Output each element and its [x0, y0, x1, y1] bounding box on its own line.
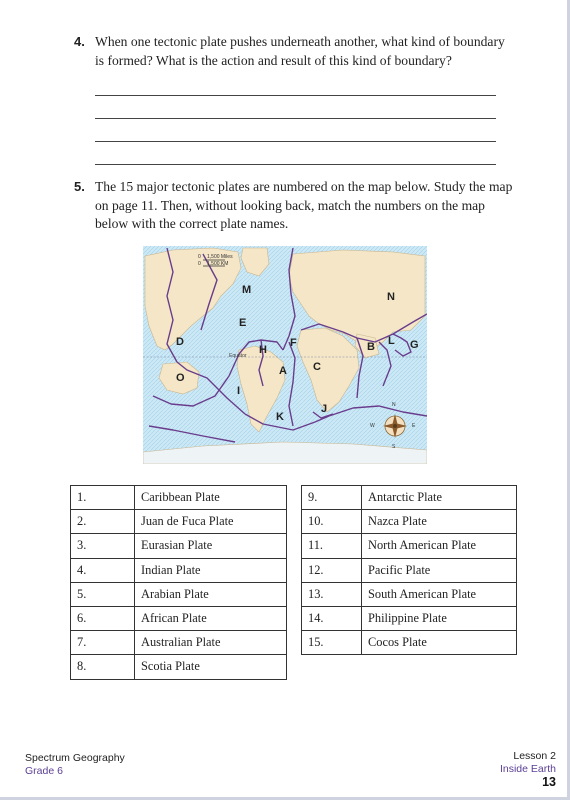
lesson-topic: Inside Earth — [499, 763, 556, 775]
table-row — [71, 558, 287, 582]
plate-name: Pacific Plate — [362, 558, 517, 582]
plate-names-table-right — [301, 485, 517, 655]
table-row — [302, 606, 517, 630]
map-label-n: N — [387, 291, 395, 303]
table-row — [71, 606, 287, 630]
map-label-g: G — [410, 339, 419, 351]
plate-names-table-left — [70, 485, 287, 680]
plate-number: 8. — [71, 655, 135, 679]
plate-number: 2. — [71, 510, 135, 534]
answer-line-4[interactable] — [95, 164, 496, 165]
scale-miles: 1,500 Miles — [207, 254, 233, 260]
plate-name: Antarctic Plate — [362, 486, 517, 510]
plate-name: Scotia Plate — [135, 655, 287, 679]
scale-zero: 0 — [198, 254, 201, 260]
plate-name: Indian Plate — [135, 558, 287, 582]
plate-number: 9. — [302, 486, 362, 510]
answer-line-3[interactable] — [95, 141, 496, 142]
map-label-b: B — [367, 341, 375, 353]
plate-number: 3. — [71, 534, 135, 558]
table-row — [302, 558, 517, 582]
question-4 — [74, 33, 514, 93]
equator-label: Equator — [229, 353, 247, 359]
table-row — [71, 582, 287, 606]
plate-number: 10. — [302, 510, 362, 534]
table-row — [302, 582, 517, 606]
scale-zero: 0 — [198, 261, 201, 267]
map-label-i: I — [237, 385, 241, 397]
map-label-k: K — [276, 411, 284, 423]
map-label-c: C — [313, 361, 321, 373]
scale-km: 1,500 KM — [207, 261, 229, 267]
plate-number: 7. — [71, 631, 135, 655]
question-number: 4. — [74, 34, 85, 49]
compass-east: E — [412, 423, 416, 429]
table-row — [302, 631, 517, 655]
map-label-j: J — [321, 403, 328, 415]
compass-north: N — [392, 402, 396, 408]
plate-name: Juan de Fuca Plate — [135, 510, 287, 534]
map-label-h: H — [259, 344, 267, 356]
grade-label: Grade 6 — [25, 765, 63, 777]
lesson-label: Lesson 2 — [513, 750, 556, 762]
table-row — [71, 631, 287, 655]
plate-number: 1. — [71, 486, 135, 510]
map-label-e: E — [239, 317, 247, 329]
plate-number: 12. — [302, 558, 362, 582]
plate-name: Philippine Plate — [362, 606, 517, 630]
plate-number: 11. — [302, 534, 362, 558]
plate-number: 13. — [302, 582, 362, 606]
tectonic-plates-map — [143, 246, 427, 464]
question-5 — [74, 178, 514, 238]
question-text: When one tectonic plate pushes underneath another, what kind of boundary is formed? What is the action and result of this kind of boundary? — [95, 34, 505, 68]
footer-book-info — [25, 752, 125, 778]
answer-line-2[interactable] — [95, 118, 496, 119]
plate-number: 14. — [302, 606, 362, 630]
table-row — [71, 510, 287, 534]
book-title: Spectrum Geography — [25, 752, 125, 764]
plate-number: 15. — [302, 631, 362, 655]
table-row — [302, 510, 517, 534]
plate-name: Australian Plate — [135, 631, 287, 655]
table-row — [302, 534, 517, 558]
plate-name: Caribbean Plate — [135, 486, 287, 510]
table-row — [71, 655, 287, 679]
table-row — [71, 486, 287, 510]
answer-line-1[interactable] — [95, 95, 496, 96]
compass-south: S — [392, 444, 396, 450]
table-row — [71, 534, 287, 558]
plate-name: North American Plate — [362, 534, 517, 558]
table-row — [302, 486, 517, 510]
map-label-a: A — [279, 365, 287, 377]
plate-name: Nazca Plate — [362, 510, 517, 534]
question-number: 5. — [74, 179, 85, 194]
plate-name: Arabian Plate — [135, 582, 287, 606]
plate-name: African Plate — [135, 606, 287, 630]
world-map-graphic — [143, 246, 427, 464]
question-text: The 15 major tectonic plates are numbered on the map below. Study the map on page 11. Then, without looking back, match the numbers on the map below with the correct plate names. — [95, 179, 513, 231]
plate-number: 6. — [71, 606, 135, 630]
map-label-d: D — [176, 336, 184, 348]
map-label-m: M — [242, 284, 252, 296]
map-label-l: L — [388, 335, 395, 347]
plate-name: Eurasian Plate — [135, 534, 287, 558]
plate-number: 5. — [71, 582, 135, 606]
plate-name: Cocos Plate — [362, 631, 517, 655]
page-number: 13 — [542, 775, 556, 789]
plate-number: 4. — [71, 558, 135, 582]
map-label-f: F — [290, 337, 297, 349]
map-label-o: O — [176, 372, 185, 384]
footer-lesson-info — [500, 750, 556, 789]
plate-name: South American Plate — [362, 582, 517, 606]
compass-west: W — [370, 423, 375, 429]
